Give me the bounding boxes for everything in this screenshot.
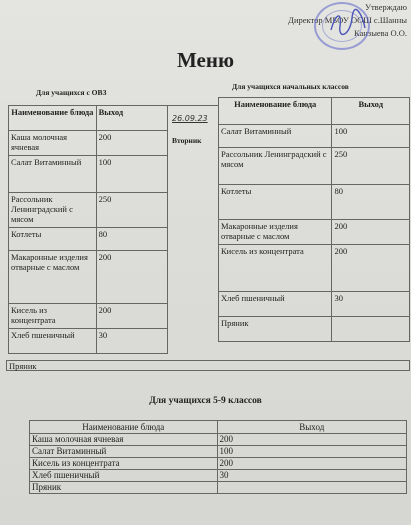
dish-name: Котлеты: [9, 228, 97, 251]
menu-day: Вторник: [172, 136, 202, 145]
dish-name: Макаронные изделия отварные с маслом: [219, 220, 332, 245]
table-row: [30, 482, 407, 494]
dish-output: 100: [217, 446, 406, 458]
section-label-5-9: Для учащихся 5-9 классов: [149, 396, 262, 406]
dish-output: 100: [96, 156, 167, 193]
dish-name: Рассольник Ленинградский с мясом: [219, 148, 332, 185]
table-row: [219, 220, 410, 245]
dish-output: [332, 317, 410, 342]
dish-name: Кисель из концентрата: [219, 245, 332, 292]
dish-output: 200: [332, 220, 410, 245]
table-row: [219, 292, 410, 317]
dish-output: 200: [96, 251, 167, 304]
dish-output: 100: [332, 125, 410, 148]
dish-name: Хлеб пшеничный: [9, 329, 97, 354]
dish-name: Каша молочная ячневая: [30, 434, 218, 446]
column-header-name: Наименование блюда: [219, 98, 332, 125]
dish-name: Пряник: [30, 482, 218, 494]
dish-name: Хлеб пшеничный: [30, 470, 218, 482]
table-row: [30, 458, 407, 470]
table-row: [219, 185, 410, 220]
table-row-last: Пряник: [6, 360, 410, 371]
section-label-ovz: Для учащихся с ОВЗ: [36, 88, 107, 97]
dish-name: Кисель из концентрата: [9, 304, 97, 329]
dish-output: 30: [332, 292, 410, 317]
table-row: [219, 245, 410, 292]
dish-output: 30: [217, 470, 406, 482]
table-header-row: [219, 98, 410, 125]
table-row: [9, 131, 168, 156]
table-row: [30, 470, 407, 482]
table-row: [219, 317, 410, 342]
column-header-output: Выход: [96, 106, 167, 131]
table-header-row: [30, 421, 407, 434]
date-column: [168, 105, 218, 371]
dish-name: Салат Витаминный: [30, 446, 218, 458]
table-row: [9, 329, 168, 354]
dish-output: 200: [96, 304, 167, 329]
table-row: [219, 125, 410, 148]
table-row: [9, 304, 168, 329]
column-header-output: Выход: [217, 421, 406, 434]
approval-signature-name: Канзыева О.О.: [353, 28, 407, 38]
dish-name: Котлеты: [219, 185, 332, 220]
column-header-name: Наименование блюда: [9, 106, 97, 131]
column-header-output: Выход: [332, 98, 410, 125]
table-row: [9, 156, 168, 193]
dish-name: Макаронные изделия отварные с маслом: [9, 251, 97, 304]
dish-name: Хлеб пшеничный: [219, 292, 332, 317]
table-row: [219, 148, 410, 185]
dish-name: Каша молочная ячневая: [9, 131, 97, 156]
dish-name: Кисель из концентрата: [30, 458, 218, 470]
table-row: [9, 193, 168, 228]
menu-table-ovz: [8, 105, 168, 354]
dish-output: 200: [217, 458, 406, 470]
table-row: [9, 251, 168, 304]
dish-name: Салат Витаминный: [219, 125, 332, 148]
column-header-name: Наименование блюда: [30, 421, 218, 434]
dish-output: 200: [96, 131, 167, 156]
dish-output: 80: [332, 185, 410, 220]
approval-heading: Утверждаю: [364, 2, 407, 12]
approval-director: Директор МБОУ ООШ с.Шанны: [288, 15, 407, 25]
signature-mark: [328, 8, 368, 38]
table-row: [30, 446, 407, 458]
dish-output: 200: [332, 245, 410, 292]
dish-output: 80: [96, 228, 167, 251]
dish-name: Пряник: [219, 317, 332, 342]
dish-output: 250: [332, 148, 410, 185]
menu-table-5-9: [29, 420, 407, 494]
menu-date: 26.09.23: [172, 114, 208, 123]
dish-name: Салат Витаминный: [9, 156, 97, 193]
dish-name: Рассольник Ленинградский с мясом: [9, 193, 97, 228]
page-title: Меню: [176, 48, 234, 72]
table-row: [9, 228, 168, 251]
table-row: [30, 434, 407, 446]
dish-output: 200: [217, 434, 406, 446]
table-header-row: [9, 106, 168, 131]
section-label-primary: Для учащихся начальных классов: [232, 82, 349, 91]
menu-table-primary: [218, 97, 410, 342]
dish-output: 30: [96, 329, 167, 354]
dish-output: 250: [96, 193, 167, 228]
dish-output: [217, 482, 406, 494]
